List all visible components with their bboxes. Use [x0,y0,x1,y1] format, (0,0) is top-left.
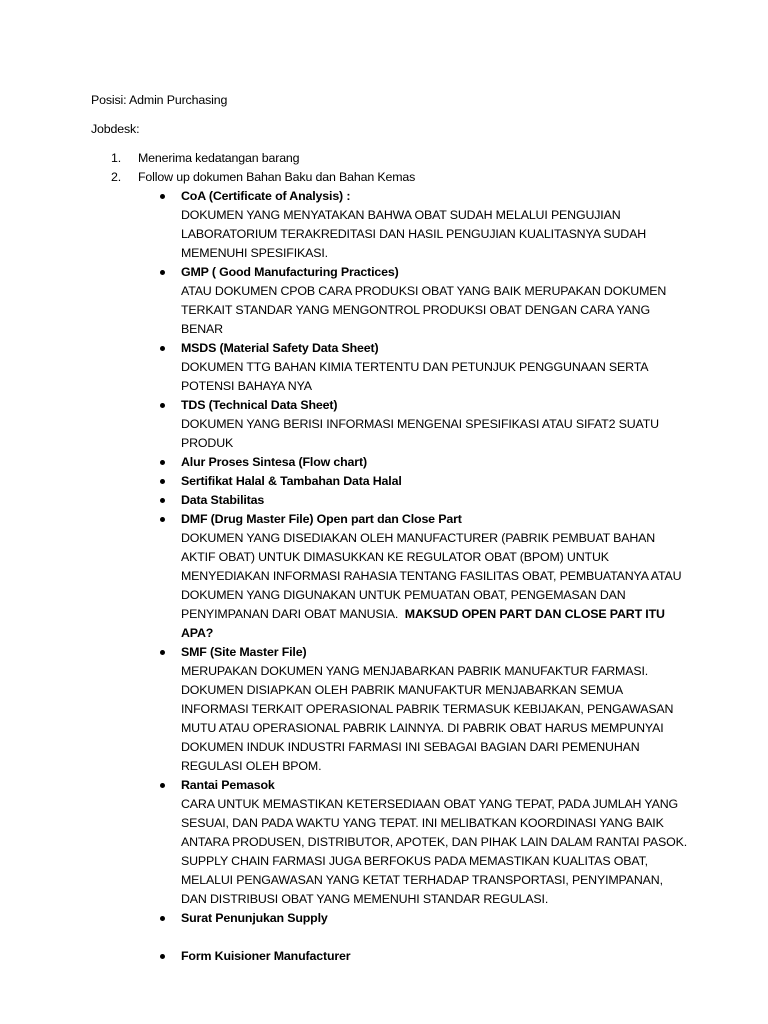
item-description: DOKUMEN TTG BAHAN KIMIA TERTENTU DAN PETUNJUK PENGGUNAAN SERTA POTENSI BAHAYA NYA [181,360,648,393]
item-description: DOKUMEN YANG MENYATAKAN BAHWA OBAT SUDAH MELALUI PENGUJIAN LABORATORIUM TERAKREDITASI DAN HASIL PENGUJIAN KUALITASNYA SUDAH MEMENUHI SPESIFIKASI. [181,208,647,260]
bullet-icon [160,403,165,408]
item-title: MSDS (Material Safety Data Sheet) [181,341,379,355]
item-question-note: MAKSUD OPEN PART DAN CLOSE PART ITU APA? [181,607,665,640]
task-text: Follow up dokumen Bahan Baku dan Bahan Kemas [138,170,416,184]
item-title: Data Stabilitas [181,493,265,507]
item-title: DMF (Drug Master File) Open part dan Close Part [181,512,462,526]
bullet-icon [160,517,165,522]
item-description: MERUPAKAN DOKUMEN YANG MENJABARKAN PABRIK MANUFAKTUR FARMASI. DOKUMEN DISIAPKAN OLEH PABRIK MANUFAKTUR MENJABARKAN SEMUA INFORMASI TERKAIT OPERASIONAL PABRIK TERMASUK KEBIJAKAN, PENGAWASAN MUTU ATAU OPERASIONAL PABRIK LAINNYA. DI PABRIK OBAT HARUS MEMPUNYAI DOKUMEN INDUK INDUSTRI FARMASI INI SEBAGAI BAGIAN DARI PEMENUHAN REGULASI OLEH BPOM. [181,664,674,773]
jobdesk-label: Jobdesk: [91,122,140,136]
list-item [91,510,691,643]
list-item [91,187,691,263]
list-item [91,491,691,510]
item-title: Surat Penunjukan Supply [181,911,328,925]
item-description: DOKUMEN YANG BERISI INFORMASI MENGENAI SPESIFIKASI ATAU SIFAT2 SUATU PRODUK [181,417,659,450]
item-title: Sertifikat Halal & Tambahan Data Halal [181,474,402,488]
task-number: 2. [111,170,122,184]
task-item [91,168,691,187]
bullet-icon [160,460,165,465]
document-list [91,187,691,966]
item-description: CARA UNTUK MEMASTIKAN KETERSEDIAAN OBAT YANG TEPAT, PADA JUMLAH YANG SESUAI, DAN PADA WAKTU YANG TEPAT. INI MELIBATKAN KOORDINASI YANG BAIK ANTARA PRODUSEN, DISTRIBUTOR, APOTEK, DAN PIHAK LAIN DALAM RANTAI PASOK. SUPPLY CHAIN FARMASI JUGA BERFOKUS PADA MEMASTIKAN KUALITAS OBAT, MELALUI PENGAWASAN YANG KETAT TERHADAP TRANSPORTASI, PENYIMPANAN, DAN DISTRIBUSI OBAT YANG MEMENUHI STANDAR REGULASI. [181,797,688,906]
item-description: ATAU DOKUMEN CPOB CARA PRODUKSI OBAT YANG BAIK MERUPAKAN DOKUMEN TERKAIT STANDAR YANG MENGONTROL PRODUKSI OBAT DENGAN CARA YANG BENAR [181,284,667,336]
item-title: Form Kuisioner Manufacturer [181,949,351,963]
list-item [91,909,691,928]
position-line: Posisi: Admin Purchasing [91,93,228,107]
item-title: Alur Proses Sintesa (Flow chart) [181,455,367,469]
item-description [181,529,691,643]
list-item [91,263,691,339]
list-item [91,453,691,472]
item-title: Rantai Pemasok [181,778,275,792]
document-body [91,91,691,966]
bullet-icon [160,194,165,199]
bullet-icon [160,954,165,959]
bullet-icon [160,346,165,351]
item-title: TDS (Technical Data Sheet) [181,398,338,412]
bullet-icon [160,270,165,275]
bullet-icon [160,479,165,484]
item-title: CoA (Certificate of Analysis) : [181,189,351,203]
list-item [91,396,691,453]
item-description-text: DOKUMEN YANG DISEDIAKAN OLEH MANUFACTURER (PABRIK PEMBUAT BAHAN AKTIF OBAT) UNTUK DIMASUKKAN KE REGULATOR OBAT (BPOM) UNTUK MENYEDIAKAN INFORMASI RAHASIA TENTANG FASILITAS OBAT, PEMBUATANYA ATAU DOKUMEN YANG DIGUNAKAN UNTUK PEMUATAN OBAT, PENGEMASAN DAN PENYIMPANAN DARI OBAT MANUSIA. [181,531,682,621]
item-title: SMF (Site Master File) [181,645,307,659]
item-title: GMP ( Good Manufacturing Practices) [181,265,399,279]
list-item [91,643,691,776]
task-item [91,149,691,168]
bullet-icon [160,650,165,655]
task-text: Menerima kedatangan barang [138,151,300,165]
bullet-icon [160,916,165,921]
list-item [91,339,691,396]
list-item [91,472,691,491]
task-list [91,149,691,187]
bullet-icon [160,498,165,503]
list-item [91,947,691,966]
bullet-icon [160,783,165,788]
task-number: 1. [111,151,122,165]
list-item [91,776,691,909]
